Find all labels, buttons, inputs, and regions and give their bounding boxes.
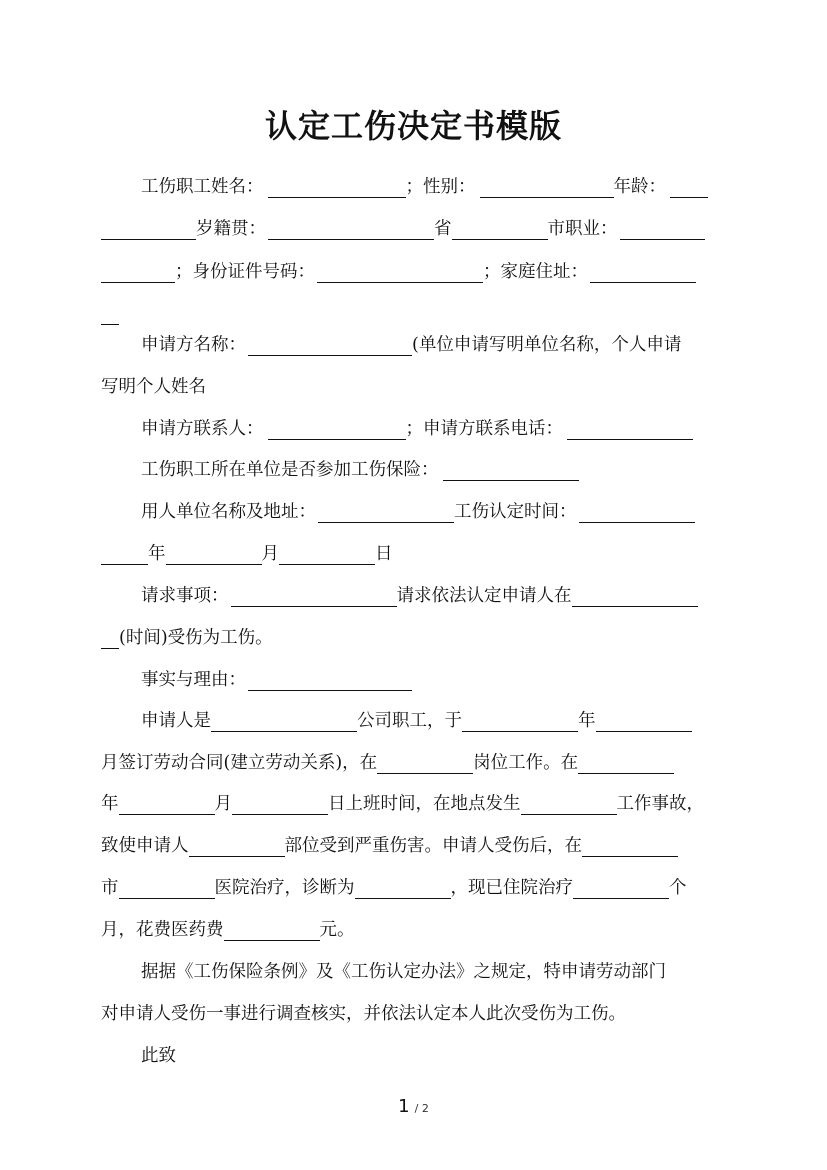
blank-field[interactable] — [101, 626, 119, 649]
field-label: 工伤职工所在单位是否参加工伤保险： — [141, 460, 439, 480]
text-span: 岗位工作。在 — [473, 753, 579, 773]
blank-field[interactable] — [670, 175, 708, 198]
text-span: 医院治疗，诊断为 — [214, 878, 355, 898]
blank-field[interactable] — [590, 260, 696, 283]
text-span: 请求依法认定申请人在 — [396, 586, 572, 606]
blank-field[interactable] — [119, 792, 215, 815]
text-span: 市 — [101, 878, 119, 898]
field-label: 事实与理由： — [141, 670, 246, 690]
blank-field[interactable] — [318, 500, 454, 523]
field-label: 月 — [261, 544, 279, 564]
blank-field[interactable] — [578, 751, 674, 774]
field-label: 年 — [148, 544, 166, 564]
text-line — [101, 456, 763, 484]
text-line — [101, 707, 763, 735]
field-label: 用人单位名称及地址： — [141, 502, 316, 522]
blank-field[interactable] — [268, 417, 406, 440]
text-span: 对申请人受伤一事进行调查核实，并依法认定本人此次受伤为工伤。 — [101, 1004, 626, 1024]
blank-field[interactable] — [268, 217, 434, 240]
blank-field[interactable] — [582, 834, 678, 857]
blank-field[interactable] — [248, 333, 412, 356]
text-line — [101, 624, 723, 652]
text-line — [101, 916, 723, 944]
text-line — [101, 373, 723, 401]
blank-field[interactable] — [443, 458, 579, 481]
text-line — [101, 258, 723, 286]
text-span: 工作事故， — [616, 794, 704, 814]
text-line — [101, 331, 763, 359]
blank-field[interactable] — [462, 709, 578, 732]
text-span: 元。 — [319, 920, 355, 940]
text-span: 据据《工伤保险条例》及《工伤认定办法》之规定，特申请劳动部门 — [141, 962, 666, 982]
text-span: 部位受到严重伤害。申请人受伤后，在 — [284, 836, 582, 856]
text-line — [101, 540, 723, 568]
field-label: ；性别： — [405, 177, 476, 197]
blank-field[interactable] — [620, 217, 705, 240]
blank-field[interactable] — [355, 876, 451, 899]
text-span: 月签订劳动合同(建立劳动关系)，在 — [101, 753, 378, 773]
text-line — [101, 1000, 723, 1028]
page-total: / 2 — [414, 1102, 429, 1115]
blank-field[interactable] — [452, 217, 548, 240]
text-line — [101, 749, 723, 777]
blank-field[interactable] — [166, 542, 262, 565]
text-span: 月 — [214, 794, 232, 814]
field-label: 请求事项： — [141, 586, 229, 606]
field-label: ；家庭住址： — [483, 262, 588, 282]
page-footer — [0, 1096, 827, 1117]
text-span: 此致 — [141, 1046, 176, 1066]
field-label: 工伤认定时间： — [454, 502, 577, 522]
text-line — [101, 498, 763, 526]
text-span: ，现已住院治疗 — [450, 878, 573, 898]
text-span: 月，花费医药费 — [101, 920, 224, 940]
text-span: 申请人是 — [141, 711, 211, 731]
text-line — [101, 958, 763, 986]
field-label: 市职业： — [547, 219, 618, 239]
blank-field[interactable] — [119, 876, 215, 899]
blank-field[interactable] — [232, 792, 328, 815]
text-line — [101, 582, 763, 610]
field-label: 年龄： — [613, 177, 666, 197]
text-line — [101, 832, 723, 860]
text-span: 年 — [578, 711, 596, 731]
text-span: 个 — [669, 878, 687, 898]
blank-field[interactable] — [101, 302, 119, 325]
blank-field[interactable] — [521, 792, 617, 815]
blank-field[interactable] — [596, 709, 692, 732]
text-line — [101, 300, 723, 328]
text-span: (时间)受伤为工伤。 — [119, 628, 273, 648]
field-label: 申请方名称： — [141, 335, 246, 355]
text-line — [101, 790, 723, 818]
blank-field[interactable] — [317, 260, 483, 283]
text-line — [101, 874, 723, 902]
field-label: 工伤职工姓名： — [141, 177, 264, 197]
text-span: 公司职工，于 — [357, 711, 462, 731]
blank-field[interactable] — [248, 668, 412, 691]
blank-field[interactable] — [567, 417, 693, 440]
page-number: 1 — [398, 1096, 410, 1117]
blank-field[interactable] — [224, 918, 320, 941]
text-line — [101, 215, 723, 243]
blank-field[interactable] — [573, 876, 669, 899]
field-label: 省 — [434, 219, 452, 239]
field-label: 岁籍贯： — [196, 219, 266, 239]
text-span: 日上班时间，在地点发生 — [328, 794, 521, 814]
blank-field[interactable] — [101, 217, 196, 240]
document-title: 认定工伤决定书模版 — [264, 107, 562, 145]
blank-field[interactable] — [279, 542, 375, 565]
blank-field[interactable] — [101, 260, 175, 283]
field-label: 申请方联系人： — [141, 419, 264, 439]
blank-field[interactable] — [377, 751, 473, 774]
field-label: 日 — [375, 544, 393, 564]
blank-field[interactable] — [101, 542, 148, 565]
blank-field[interactable] — [189, 834, 285, 857]
blank-field[interactable] — [572, 584, 698, 607]
text-span: 致使申请人 — [101, 836, 189, 856]
text-line — [101, 666, 763, 694]
field-label: ；申请方联系电话： — [405, 419, 563, 439]
text-span: (单位申请写明单位名称，个人申请 — [412, 335, 682, 355]
text-line — [101, 173, 763, 201]
text-line — [101, 415, 763, 443]
text-span: 年 — [101, 794, 119, 814]
text-line — [101, 1042, 763, 1070]
blank-field[interactable] — [231, 584, 397, 607]
blank-field[interactable] — [268, 175, 406, 198]
blank-field[interactable] — [211, 709, 357, 732]
blank-field[interactable] — [579, 500, 695, 523]
field-label: ；身份证件号码： — [175, 262, 315, 282]
text-span: 写明个人姓名 — [101, 377, 206, 397]
blank-field[interactable] — [480, 175, 614, 198]
